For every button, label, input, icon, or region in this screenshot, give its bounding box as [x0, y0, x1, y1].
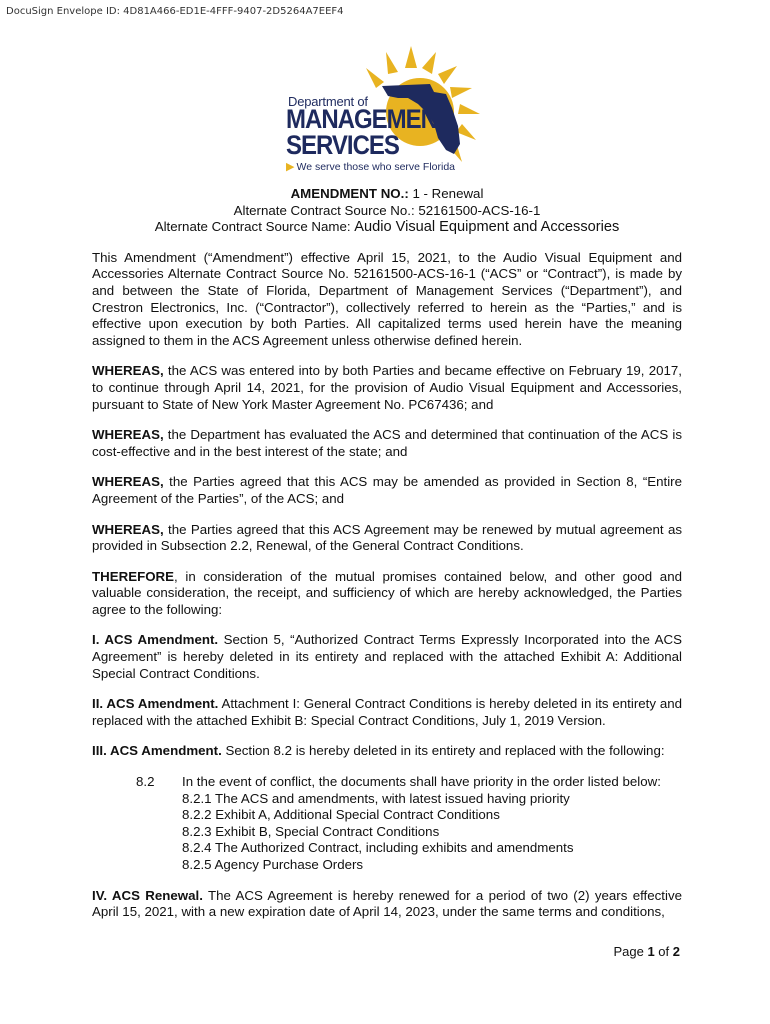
whereas-paragraph-2 — [92, 427, 682, 460]
whereas-lead: WHEREAS, — [92, 521, 164, 537]
list-item: 8.2.3 Exhibit B, Special Contract Conditions — [182, 823, 440, 839]
section-4-renewal — [92, 888, 682, 921]
section-lead: III. ACS Amendment. — [92, 743, 222, 759]
amendment-value: 1 - Renewal — [408, 186, 484, 201]
logo-line-services: SERVICES — [286, 131, 399, 161]
section-3-amendment — [92, 743, 682, 760]
play-arrow-icon: ▶ — [286, 161, 295, 173]
page-word: Page — [613, 944, 648, 959]
logo-line-department: Department of — [288, 94, 368, 109]
docusign-envelope-id: DocuSign Envelope ID: 4D81A466-ED1E-4FFF-9407-2D5264A7EEF4 — [6, 6, 344, 17]
list-item: 8.2.4 The Authorized Contract, including exhibits and amendments — [182, 840, 574, 856]
page-current: 1 — [647, 944, 655, 959]
acs-name — [92, 219, 682, 236]
section-lead: I. ACS Amendment. — [92, 632, 219, 648]
section-lead: II. ACS Amendment. — [92, 696, 219, 712]
acs-name-label: Alternate Contract Source Name: — [154, 219, 355, 235]
therefore-lead: THEREFORE — [92, 568, 175, 584]
section-lead: IV. ACS Renewal. — [92, 887, 203, 903]
section-text: Section 5, “Authorized Contract Terms Expressly Incorporated into the ACS Agreement” is hereby deleted in its entirety and replaced with the attached Exhibit A: Additional Special Contract Conditions. — [92, 632, 682, 681]
section-text: Section 8.2 is hereby deleted in its entirety and replaced with the following: — [221, 743, 665, 759]
acs-number: Alternate Contract Source No.: 52161500-ACS-16-1 — [233, 202, 541, 218]
list-item: 8.2.1 The ACS and amendments, with latest issued having priority — [182, 790, 570, 806]
whereas-lead: WHEREAS, — [92, 474, 164, 490]
list-item: 8.2.5 Agency Purchase Orders — [182, 857, 364, 872]
section-8-2-body — [182, 774, 682, 874]
therefore-paragraph — [92, 569, 682, 619]
whereas-text: the Parties agreed that this ACS Agreement may be renewed by mutual agreement as provided in Subsection 2.2, Renewal, of the General Contract Conditions. — [92, 521, 682, 554]
document-body — [92, 186, 682, 921]
section-2-amendment — [92, 696, 682, 729]
section-1-amendment — [92, 632, 682, 682]
section-text: The ACS Agreement is hereby renewed for a period of two (2) years effective April 15, 2021, with a new expiration date of April 14, 2023, under the same terms and conditions, — [92, 887, 682, 920]
intro-paragraph: This Amendment (“Amendment”) effective April 15, 2021, to the Audio Visual Equipment and Accessories Alternate Contract Source No. 52161500-ACS-16-1 (“ACS” or “Contract”), is made by and between the State of Florida, Department of Management Services (“Department”), and Crestron Electronics, Inc. (“Contractor”), collectively referred to herein as the “Parties,” and is effective upon execution by both Parties. All capitalized terms used herein have the meaning assigned to them in the ACS Agreement unless otherwise defined herein. — [92, 249, 682, 348]
amendment-label: AMENDMENT NO.: — [290, 186, 409, 201]
whereas-paragraph-4 — [92, 522, 682, 555]
page-number — [613, 944, 680, 959]
whereas-text: the ACS was entered into by both Parties and became effective on February 19, 2017, to continue through April 14, 2021, for the provision of Audio Visual Equipment and Accessories, pursuant to State of New York Master Agreement No. PC67436; and — [92, 363, 682, 412]
dms-logo — [284, 46, 484, 178]
acs-name-value: Audio Visual Equipment and Accessories — [354, 219, 620, 236]
section-8-2-intro: In the event of conflict, the documents shall have priority in the order listed below: — [182, 774, 661, 790]
therefore-text: , in consideration of the mutual promises contained below, and other good and valuable consideration, the receipt, and sufficiency of which are hereby acknowledged, the Parties agree to the following: — [92, 568, 682, 617]
amendment-title — [92, 186, 682, 203]
logo-tagline — [286, 160, 455, 173]
logo-line-management: MANAGEMENT — [286, 105, 451, 135]
section-8-2-number: 8.2 — [136, 774, 155, 790]
page-total: 2 — [672, 944, 680, 959]
section-text: Attachment I: General Contract Conditions is hereby deleted in its entirety and replaced with the attached Exhibit B: Special Contract Conditions, July 1, 2019 Version. — [92, 696, 682, 728]
of-word: of — [654, 944, 673, 959]
whereas-paragraph-1 — [92, 363, 682, 413]
whereas-text: the Department has evaluated the ACS and determined that continuation of the ACS is cost-effective and in the best interest of the state; and — [92, 427, 682, 459]
logo-tagline-text: We serve those who serve Florida — [296, 161, 456, 173]
whereas-text: the Parties agreed that this ACS may be amended as provided in Section 8, “Entire Agreement of the Parties”, of the ACS; and — [92, 474, 682, 506]
list-item: 8.2.2 Exhibit A, Additional Special Contract Conditions — [182, 807, 500, 823]
whereas-lead: WHEREAS, — [92, 427, 164, 443]
section-8-2 — [92, 774, 682, 874]
whereas-lead: WHEREAS, — [92, 363, 164, 379]
whereas-paragraph-3 — [92, 474, 682, 507]
